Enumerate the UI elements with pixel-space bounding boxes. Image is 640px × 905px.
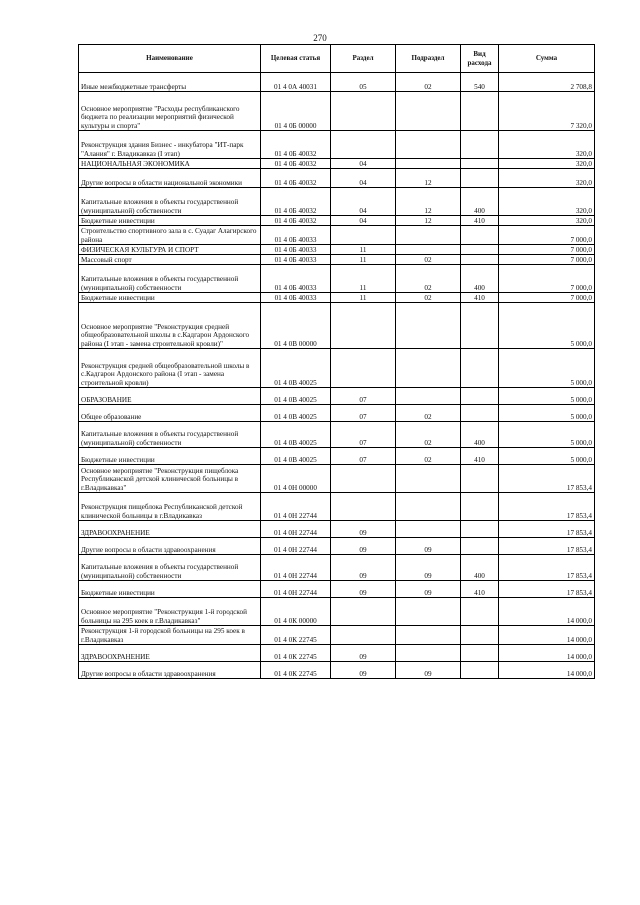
table-row (79, 188, 595, 216)
cell-expense (461, 626, 499, 645)
cell-subsection (396, 465, 461, 493)
cell-section (331, 465, 396, 493)
cell-subsection: 12 (396, 216, 461, 226)
cell-code: 01 4 0В 40025 (261, 422, 331, 448)
header-section: Раздел (331, 45, 396, 73)
cell-sum: 7 000,0 (499, 293, 595, 303)
cell-expense (461, 255, 499, 265)
cell-name: ОБРАЗОВАНИЕ (79, 388, 261, 405)
cell-expense: 400 (461, 422, 499, 448)
cell-name: Основное мероприятие "Расходы республиканского бюджета по реализации мероприятий физической культуры и спорта" (79, 92, 261, 131)
cell-code: 01 4 0Б 40032 (261, 169, 331, 188)
table-row (79, 555, 595, 581)
cell-sum: 2 708,8 (499, 73, 595, 92)
cell-section: 09 (331, 662, 396, 679)
cell-sum: 14 000,0 (499, 662, 595, 679)
header-name: Наименование (79, 45, 261, 73)
cell-sum: 7 000,0 (499, 226, 595, 245)
table-row (79, 73, 595, 92)
cell-name: Массовый спорт (79, 255, 261, 265)
table-row (79, 92, 595, 131)
cell-sum: 5 000,0 (499, 349, 595, 388)
cell-expense (461, 388, 499, 405)
cell-name: Бюджетные инвестиции (79, 448, 261, 465)
cell-code: 01 4 0К 22745 (261, 626, 331, 645)
cell-name: Реконструкция здания Бизнес - инкубатора "ИТ-парк "Алания" г. Владикавказ (I этап) (79, 131, 261, 159)
cell-code: 01 4 0Н 22744 (261, 555, 331, 581)
cell-name: Бюджетные инвестиции (79, 293, 261, 303)
cell-name: Реконструкция средней общеобразовательной школы в с.Кадгарон Ардонского района (I этап - замена строительной кровли) (79, 349, 261, 388)
cell-subsection (396, 493, 461, 521)
cell-sum: 5 000,0 (499, 405, 595, 422)
header-code: Целевая статья (261, 45, 331, 73)
cell-code: 01 4 0Б 40033 (261, 265, 331, 293)
cell-expense (461, 405, 499, 422)
cell-expense: 410 (461, 448, 499, 465)
cell-sum: 17 853,4 (499, 581, 595, 598)
cell-code: 01 4 0Б 40032 (261, 159, 331, 169)
cell-subsection (396, 159, 461, 169)
cell-subsection (396, 388, 461, 405)
cell-expense (461, 662, 499, 679)
cell-name: ЗДРАВООХРАНЕНИЕ (79, 645, 261, 662)
cell-sum: 17 853,4 (499, 521, 595, 538)
cell-name: Капитальные вложения в объекты государственной (муниципальной) собственности (79, 422, 261, 448)
cell-section (331, 303, 396, 349)
cell-expense: 400 (461, 188, 499, 216)
cell-code: 01 4 0Н 22744 (261, 581, 331, 598)
cell-subsection: 12 (396, 169, 461, 188)
cell-section: 07 (331, 405, 396, 422)
cell-code: 01 4 0В 40025 (261, 349, 331, 388)
cell-section: 09 (331, 645, 396, 662)
cell-expense (461, 521, 499, 538)
cell-code: 01 4 0А 40031 (261, 73, 331, 92)
cell-subsection (396, 521, 461, 538)
cell-subsection (396, 131, 461, 159)
cell-sum: 7 000,0 (499, 245, 595, 255)
cell-code: 01 4 0Б 40032 (261, 188, 331, 216)
cell-section: 04 (331, 159, 396, 169)
table-row (79, 538, 595, 555)
table-row (79, 645, 595, 662)
cell-section (331, 92, 396, 131)
cell-expense: 400 (461, 265, 499, 293)
cell-subsection: 12 (396, 188, 461, 216)
cell-subsection: 02 (396, 448, 461, 465)
table-row (79, 493, 595, 521)
cell-sum: 5 000,0 (499, 303, 595, 349)
cell-sum: 7 320,0 (499, 92, 595, 131)
cell-name: Другие вопросы в области здравоохранения (79, 538, 261, 555)
cell-expense (461, 349, 499, 388)
cell-name: Другие вопросы в области национальной экономики (79, 169, 261, 188)
cell-sum: 320,0 (499, 169, 595, 188)
cell-expense (461, 303, 499, 349)
cell-expense (461, 645, 499, 662)
cell-section: 11 (331, 255, 396, 265)
cell-section: 07 (331, 448, 396, 465)
cell-code: 01 4 0Н 22744 (261, 493, 331, 521)
cell-section (331, 626, 396, 645)
cell-code: 01 4 0К 22745 (261, 645, 331, 662)
cell-expense (461, 465, 499, 493)
cell-expense (461, 226, 499, 245)
cell-code: 01 4 0Н 22744 (261, 521, 331, 538)
cell-subsection (396, 626, 461, 645)
cell-name: Капитальные вложения в объекты государственной (муниципальной) собственности (79, 555, 261, 581)
table-row (79, 159, 595, 169)
cell-sum: 14 000,0 (499, 626, 595, 645)
budget-table (78, 44, 595, 679)
cell-name: Другие вопросы в области здравоохранения (79, 662, 261, 679)
cell-section: 04 (331, 188, 396, 216)
cell-expense (461, 92, 499, 131)
cell-section (331, 493, 396, 521)
cell-name: Основное мероприятие "Реконструкция 1-й городской больницы на 295 коек в г.Владикавказ" (79, 598, 261, 626)
cell-section (331, 349, 396, 388)
cell-sum: 320,0 (499, 188, 595, 216)
cell-code: 01 4 0Б 40033 (261, 226, 331, 245)
cell-sum: 7 000,0 (499, 265, 595, 293)
table-row (79, 521, 595, 538)
cell-sum: 14 000,0 (499, 598, 595, 626)
cell-expense: 410 (461, 581, 499, 598)
table-row (79, 662, 595, 679)
cell-subsection: 02 (396, 73, 461, 92)
cell-code: 01 4 0К 00000 (261, 598, 331, 626)
cell-sum: 17 853,4 (499, 465, 595, 493)
table-row (79, 131, 595, 159)
cell-code: 01 4 0Б 40033 (261, 245, 331, 255)
cell-code: 01 4 0В 40025 (261, 448, 331, 465)
cell-name: Капитальные вложения в объекты государственной (муниципальной) собственности (79, 188, 261, 216)
cell-section: 07 (331, 388, 396, 405)
cell-expense (461, 169, 499, 188)
cell-expense (461, 245, 499, 255)
cell-code: 01 4 0К 22745 (261, 662, 331, 679)
table-row (79, 265, 595, 293)
cell-expense (461, 159, 499, 169)
cell-section: 11 (331, 265, 396, 293)
cell-section: 09 (331, 555, 396, 581)
cell-code: 01 4 0Б 00000 (261, 92, 331, 131)
table-row (79, 169, 595, 188)
cell-subsection: 09 (396, 538, 461, 555)
cell-expense (461, 131, 499, 159)
table-row (79, 226, 595, 245)
cell-code: 01 4 0В 40025 (261, 388, 331, 405)
cell-subsection (396, 645, 461, 662)
cell-sum: 320,0 (499, 216, 595, 226)
header-sum: Сумма (499, 45, 595, 73)
cell-expense: 540 (461, 73, 499, 92)
cell-section (331, 598, 396, 626)
cell-section: 09 (331, 538, 396, 555)
cell-name: Основное мероприятие "Реконструкция пищеблока Республиканской детской клинической больницы в г.Владикавказ" (79, 465, 261, 493)
cell-subsection: 09 (396, 555, 461, 581)
cell-subsection: 02 (396, 405, 461, 422)
cell-code: 01 4 0Н 00000 (261, 465, 331, 493)
table-row (79, 598, 595, 626)
cell-code: 01 4 0Н 22744 (261, 538, 331, 555)
cell-section: 11 (331, 245, 396, 255)
cell-expense: 410 (461, 216, 499, 226)
cell-name: Бюджетные инвестиции (79, 216, 261, 226)
table-row (79, 388, 595, 405)
cell-section (331, 131, 396, 159)
cell-name: ФИЗИЧЕСКАЯ КУЛЬТУРА И СПОРТ (79, 245, 261, 255)
table-row (79, 448, 595, 465)
cell-sum: 17 853,4 (499, 538, 595, 555)
table-row (79, 216, 595, 226)
cell-section (331, 226, 396, 245)
cell-subsection: 02 (396, 255, 461, 265)
cell-code: 01 4 0Б 40032 (261, 131, 331, 159)
table-row (79, 255, 595, 265)
cell-sum: 5 000,0 (499, 388, 595, 405)
table-row (79, 581, 595, 598)
cell-name: Общее образование (79, 405, 261, 422)
cell-subsection: 02 (396, 422, 461, 448)
table-row (79, 626, 595, 645)
cell-name: НАЦИОНАЛЬНАЯ ЭКОНОМИКА (79, 159, 261, 169)
cell-sum: 17 853,4 (499, 555, 595, 581)
cell-name: Строительство спортивного зала в с. Суадаг Алагирского района (79, 226, 261, 245)
cell-sum: 320,0 (499, 131, 595, 159)
cell-sum: 7 000,0 (499, 255, 595, 265)
table-row (79, 245, 595, 255)
cell-expense (461, 538, 499, 555)
cell-section: 09 (331, 581, 396, 598)
cell-subsection: 02 (396, 293, 461, 303)
cell-subsection (396, 598, 461, 626)
cell-code: 01 4 0Б 40032 (261, 216, 331, 226)
cell-code: 01 4 0В 40025 (261, 405, 331, 422)
cell-name: Реконструкция 1-й городской больницы на 295 коек в г.Владикавказ (79, 626, 261, 645)
table-row (79, 349, 595, 388)
cell-subsection: 09 (396, 581, 461, 598)
cell-subsection (396, 349, 461, 388)
table-row (79, 293, 595, 303)
cell-section: 09 (331, 521, 396, 538)
cell-name: Бюджетные инвестиции (79, 581, 261, 598)
header-expense: Вид расхода (461, 45, 499, 73)
cell-sum: 5 000,0 (499, 422, 595, 448)
cell-name: Реконструкция пищеблока Республиканской детской клинической больницы в г.Владикавказ (79, 493, 261, 521)
page-number: 270 (313, 33, 327, 43)
cell-subsection: 09 (396, 662, 461, 679)
cell-section: 07 (331, 422, 396, 448)
cell-expense: 410 (461, 293, 499, 303)
cell-name: ЗДРАВООХРАНЕНИЕ (79, 521, 261, 538)
table-row (79, 422, 595, 448)
cell-section: 04 (331, 216, 396, 226)
cell-name: Основное мероприятие "Реконструкция средней общеобразовательной школы в с.Кадгарон Ардонского района (I этап - замена строительной кровли)" (79, 303, 261, 349)
cell-subsection (396, 92, 461, 131)
cell-code: 01 4 0Б 40033 (261, 293, 331, 303)
cell-expense (461, 493, 499, 521)
cell-section: 11 (331, 293, 396, 303)
cell-name: Иные межбюджетные трансферты (79, 73, 261, 92)
cell-subsection (396, 245, 461, 255)
cell-sum: 17 853,4 (499, 493, 595, 521)
cell-subsection (396, 303, 461, 349)
cell-expense (461, 598, 499, 626)
table-row (79, 303, 595, 349)
cell-subsection (396, 226, 461, 245)
table-row (79, 465, 595, 493)
cell-subsection: 02 (396, 265, 461, 293)
cell-section: 04 (331, 169, 396, 188)
header-subsection: Подраздел (396, 45, 461, 73)
cell-sum: 14 000,0 (499, 645, 595, 662)
cell-code: 01 4 0Б 40033 (261, 255, 331, 265)
table-header-row (79, 45, 595, 73)
table-row (79, 405, 595, 422)
table-body (79, 73, 595, 679)
cell-expense: 400 (461, 555, 499, 581)
cell-sum: 5 000,0 (499, 448, 595, 465)
cell-sum: 320,0 (499, 159, 595, 169)
cell-name: Капитальные вложения в объекты государственной (муниципальной) собственности (79, 265, 261, 293)
cell-section: 05 (331, 73, 396, 92)
cell-code: 01 4 0В 00000 (261, 303, 331, 349)
